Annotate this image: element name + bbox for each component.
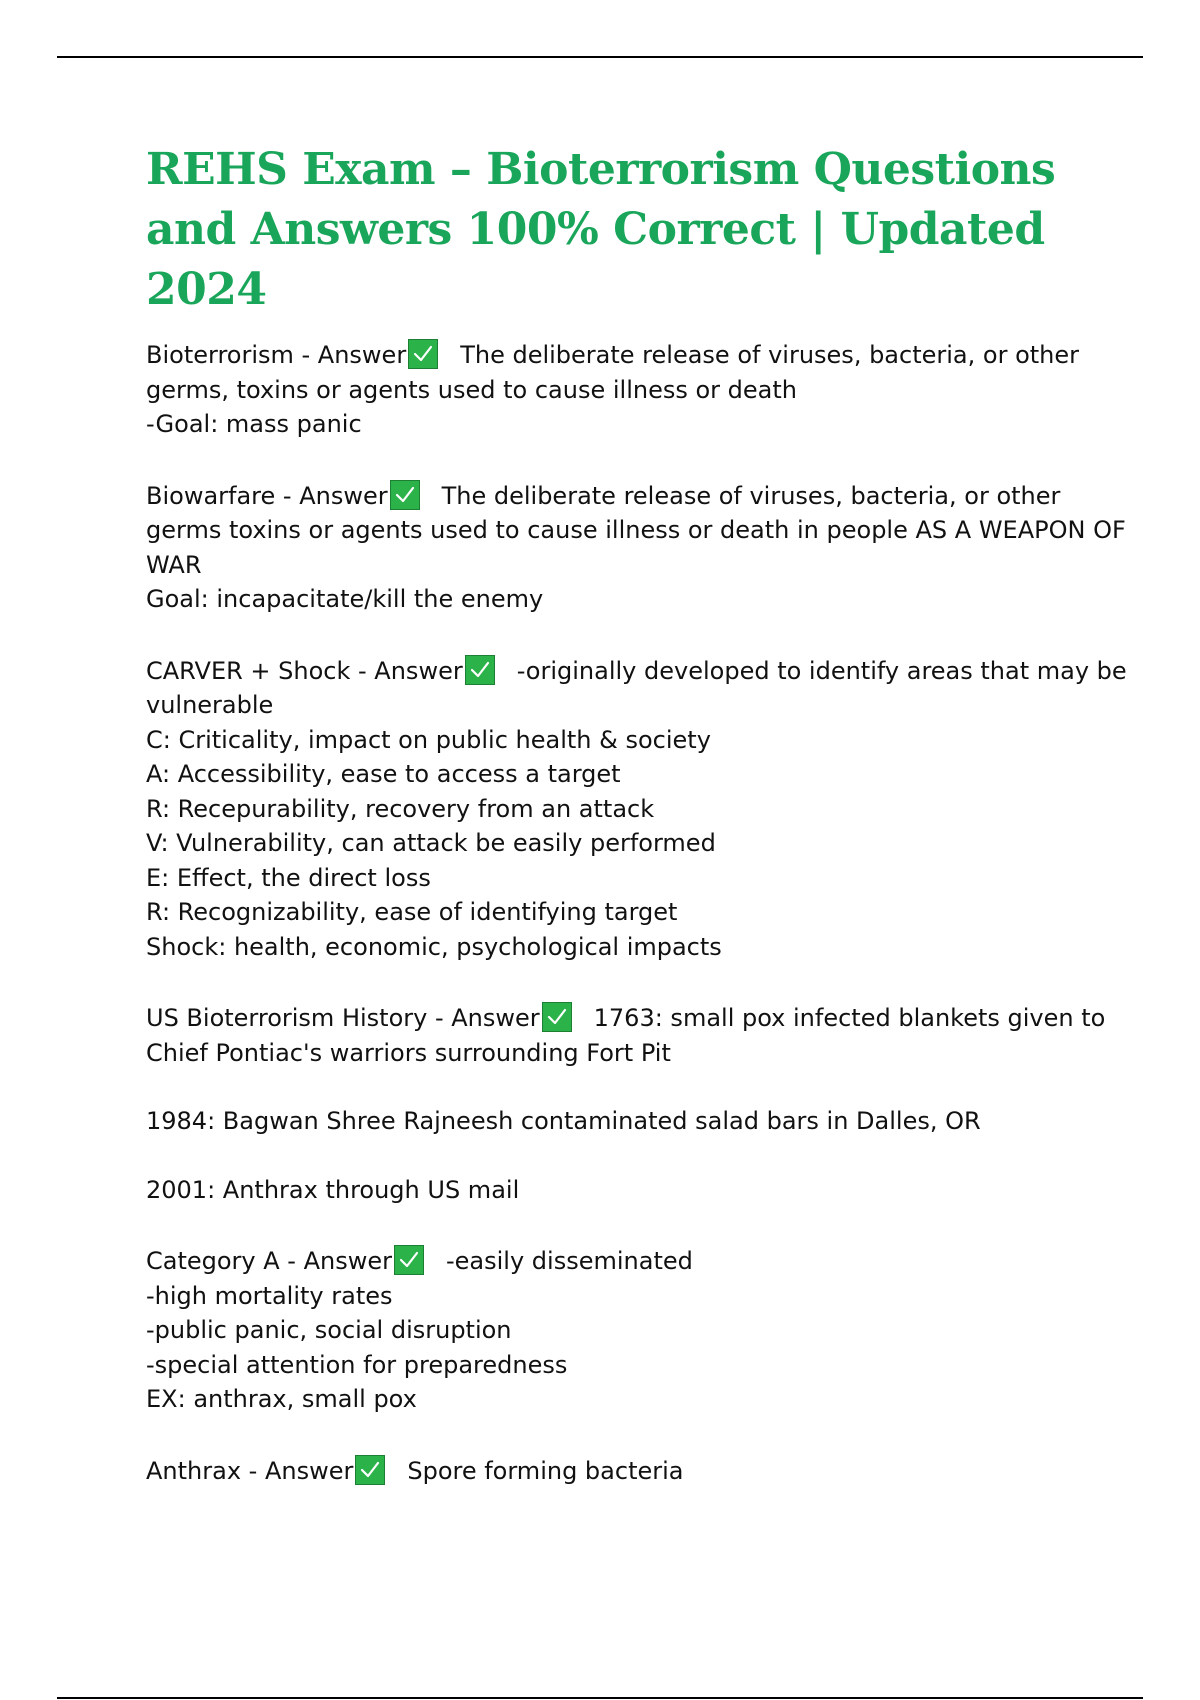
qa-first-line <box>146 479 1096 514</box>
answer-line: EX: anthrax, small pox <box>146 1385 417 1413</box>
qa-first-line <box>146 1454 1096 1489</box>
question-term: Anthrax - Answer <box>146 1456 354 1485</box>
qa-entry <box>146 1454 1096 1489</box>
check-mark-box-icon <box>390 480 420 510</box>
qa-first-line <box>146 654 1127 689</box>
answer-line: R: Recepurability, recovery from an attack <box>146 794 655 823</box>
qa-first-line <box>146 1244 1096 1279</box>
answer-line: -public panic, social disruption <box>146 1316 512 1344</box>
question-term: US Bioterrorism History - Answer <box>146 1004 540 1032</box>
answer-line: germs toxins or agents used to cause illness or death in people AS A WEAPON OF <box>146 516 1126 544</box>
qa-entry <box>146 654 1127 965</box>
qa-first-line <box>146 1001 1106 1036</box>
check-mark-box-icon <box>542 1002 572 1032</box>
check-mark-box-icon <box>465 655 495 685</box>
answer-text: -easily disseminated <box>446 1247 693 1275</box>
document-title: REHS Exam – Bioterrorism Questions and Answers 100% Correct | Updated 2024 <box>146 144 1056 315</box>
answer-text: The deliberate release of viruses, bacteria, or other <box>460 341 1079 369</box>
question-term: Biowarfare - Answer <box>146 481 388 510</box>
answer-text: -originally developed to identify areas that may be <box>516 656 1127 685</box>
bottom-rule <box>57 1697 1143 1699</box>
answer-line: E: Effect, the direct loss <box>146 863 431 892</box>
qa-list <box>146 338 1127 1488</box>
qa-first-line <box>146 338 1096 373</box>
check-mark-box-icon <box>355 1455 385 1485</box>
answer-line: -high mortality rates <box>146 1281 393 1310</box>
check-mark-box-icon <box>408 339 438 369</box>
answer-line: Goal: incapacitate/kill the enemy <box>146 585 544 613</box>
answer-text: 1763: small pox infected blankets given to <box>593 1004 1106 1032</box>
question-term: CARVER + Shock - Answer <box>146 656 463 685</box>
answer-line: A: Accessibility, ease to access a target <box>146 760 621 788</box>
document-page <box>146 140 1127 1525</box>
answer-line: vulnerable <box>146 691 274 719</box>
answer-line: -Goal: mass panic <box>146 410 362 438</box>
answer-line: Shock: health, economic, psychological impacts <box>146 932 722 961</box>
qa-entry <box>146 338 1096 442</box>
answer-line: R: Recognizability, ease of identifying target <box>146 898 678 926</box>
qa-entry <box>146 479 1126 617</box>
answer-line: WAR <box>146 550 202 579</box>
answer-line: -special attention for preparedness <box>146 1350 568 1379</box>
answer-line: germs, toxins or agents used to cause illness or death <box>146 375 797 404</box>
question-term: Bioterrorism - Answer <box>146 341 407 369</box>
answer-line: Chief Pontiac's warriors surrounding Fort Pit <box>146 1038 671 1067</box>
qa-entry <box>146 1244 1096 1417</box>
blank-line <box>146 1139 1096 1173</box>
qa-entry <box>146 1001 1106 1207</box>
answer-line: C: Criticality, impact on public health & society <box>146 725 711 754</box>
answer-line: 1984: Bagwan Shree Rajneesh contaminated salad bars in Dalles, OR <box>146 1107 981 1135</box>
answer-text: Spore forming bacteria <box>407 1456 684 1485</box>
blank-line <box>146 1070 1096 1104</box>
answer-text: The deliberate release of viruses, bacteria, or other <box>441 481 1061 510</box>
check-mark-box-icon <box>394 1245 424 1275</box>
question-term: Category A - Answer <box>146 1247 392 1275</box>
answer-line: V: Vulnerability, can attack be easily performed <box>146 829 716 857</box>
top-rule <box>57 56 1143 58</box>
answer-line: 2001: Anthrax through US mail <box>146 1175 520 1204</box>
